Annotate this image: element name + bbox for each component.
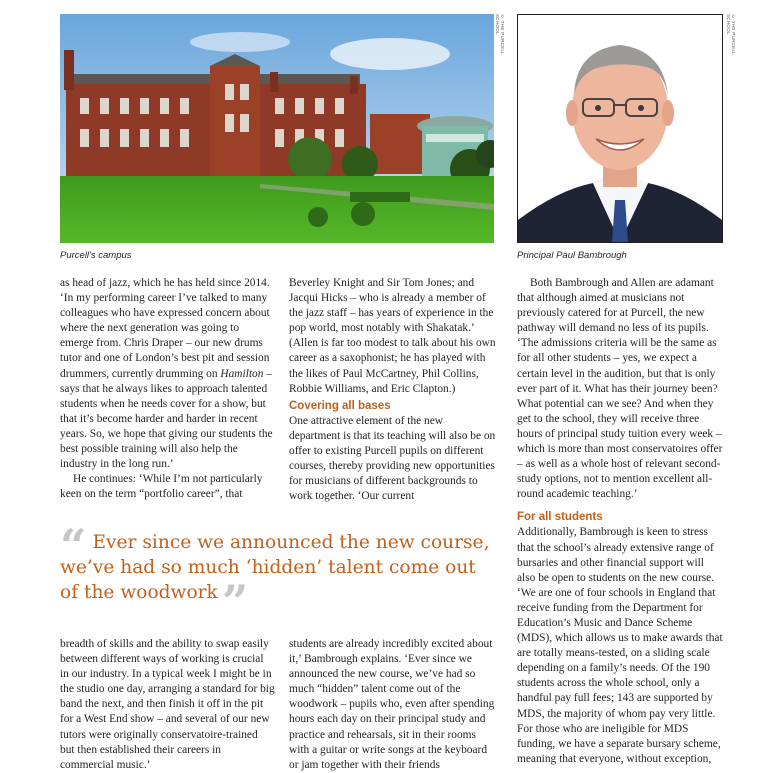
text-run: as head of jazz, which he has held since 2014. ‘In my performing career I’ve talked to many colleagues who have expressed concern about where the next generation was going to emerge from. Chris Draper – our new drums tutor and one of London’s best pit and session drummers, currently drumming on — [60, 277, 270, 380]
pull-quote-text: Ever since we announced the new course, we’ve had so much ‘hidden’ talent come out of the woodwork — [60, 532, 490, 603]
open-quote-mark: “ — [60, 519, 87, 573]
campus-photo-credit: © THE PURCELL SCHOOL — [495, 14, 505, 55]
paragraph: Additionally, Bambrough is keen to stress that the school’s already extensive range of bursaries and other financial support will also be open to students on the new course. ‘We are one of four schools in England that receive funding from the Department for Education’s Music and Dance Scheme (MDS), which allows us to make awards that are totally means-tested, on a sliding scale depending on a family’s needs. Of the 190 students across the whole school, only a handful pay full fees; 143 are supported by MDS, the majority of whom pay very little. For those who are ineligible for MDS funding, we have a separate bursary scheme, meaning that everyone, without exception, — [517, 526, 723, 765]
paragraph: One attractive element of the new department is that its teaching will also be on offer to existing Purcell pupils on different courses, thereby providing new opportunities for musicians of different backgrounds to work together. ‘Our current — [289, 414, 496, 503]
paragraph: breadth of skills and the ability to swap easily between different ways of working is crucial in our industry. In a typical week I might be in the studio one day, arranging a standard for big band the next, and then finish it off in the pit for a West End show – and several of our new tutors were originally conservatoire-trained but then established their careers in commercial music.’ — [60, 638, 275, 771]
paragraph: Both Bambrough and Allen are adamant that although aimed at musicians not previously catered for at Purcell, the new pathway will demand no less of its pupils. ‘The admissions criteria will be the same as for all other students – yes, we expect a certain level in the audition, but that is only ever part of it. What has their journey been? What potential can we see? And when they get to the school, they will receive three hours of principal study tuition every week – which is more than most conservatoires offer – as well as a whole host of relevant second-study options, not to mention excellent all-round academic teaching.’ — [517, 277, 723, 501]
article-column-2-bottom — [289, 637, 496, 773]
paragraph: He continues: ‘While I’m not particularly keen on the term “portfolio career”, that — [60, 473, 263, 501]
paragraph: Beverley Knight and Sir Tom Jones; and Jacqui Hicks – who is already a member of the jazz staff – has years of experience in the pop world, most notably with Shakatak.’ (Allen is far too modest to talk about his own career as a saxophonist; he has played with the likes of Paul McCartney, Phil Collins, Robbie Williams, and Eric Clapton.) — [289, 277, 496, 395]
article-column-1-bottom — [60, 637, 275, 773]
article-column-1-top — [60, 276, 275, 502]
campus-illustration — [60, 14, 494, 243]
paragraph: students are already incredibly excited about it,’ Bambrough explains. ‘Ever since we announced the new course, we’ve had so much “hidden” talent come out of the woodwork – pupils who, even after spending hours each day on their principal study and practice and rehearsals, sit in their rooms with a guitar or write songs at the keyboard or jam together with their friends — [289, 638, 495, 771]
article-column-3 — [517, 276, 723, 767]
principal-photo-credit: © THE PURCELL SCHOOL — [726, 14, 736, 55]
principal-portrait — [518, 15, 722, 242]
article-column-2-top — [289, 276, 496, 504]
close-quote-mark: ” — [221, 575, 249, 629]
show-title: Hamilton — [220, 367, 264, 380]
principal-photo-caption: Principal Paul Bambrough — [517, 250, 627, 261]
paragraph — [60, 276, 275, 472]
principal-photo — [517, 14, 723, 243]
subheading-for-all-students: For all students — [517, 511, 603, 524]
subheading-covering-all-bases: Covering all bases — [289, 399, 391, 412]
pull-quote — [60, 519, 490, 629]
campus-photo — [60, 14, 494, 243]
campus-photo-caption: Purcell's campus — [60, 250, 132, 261]
text-run: – says that he always likes to approach talented students when he needs cover for a show, but that it’s become harder and harder in recent years. So, we hope that giving our students the best possible training will also help the industry in the long run.’ — [60, 367, 273, 471]
